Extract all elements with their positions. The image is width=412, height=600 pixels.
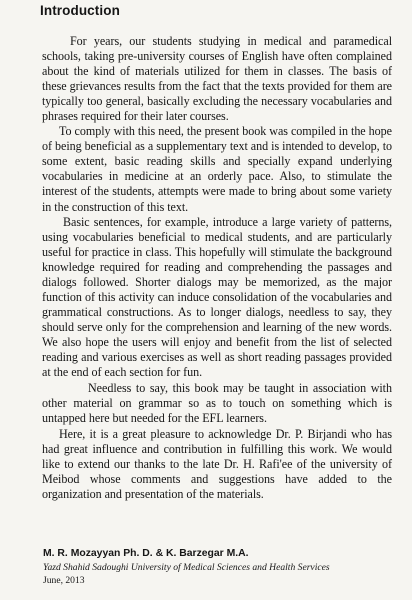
paragraph-3: Basic sentences, for example, introduce a large variety of patterns, using vocabularies beneficial to medical students, and are particularly useful for practice in class. This hopefully will stimulate the background knowledge required for reading and comprehending the passages and dialogs followed. Shorter dialogs may be memorized, as the major function of this activity can induce consolidation of the vocabularies and grammatical constructions. As to longer dialogs, needless to say, they should serve only for the comprehension and learning of the new words. We also hope the users will enjoy and benefit from the list of selected reading and various exercises as well as short reading passages provided at the end of each section for fun. bbox=[42, 214, 392, 380]
author-signature-block bbox=[43, 547, 393, 587]
paragraph-2: To comply with this need, the present book was compiled in the hope of being beneficial as a supplementary text and is intended to develop, to some extent, basic reading skills and specially expand underlying vocabularies in medicine at an orderly pace. Also, to stimulate the interest of the students, attempts were made to bring about some variety in the construction of this text. bbox=[42, 124, 392, 214]
paragraph-4: Needless to say, this book may be taught in association with other material on grammar so as to touch on something which is untapped here but needed for the EFL learners. bbox=[42, 381, 392, 426]
author-names: M. R. Mozayyan Ph. D. & K. Barzegar M.A. bbox=[43, 548, 249, 559]
introduction-body bbox=[42, 34, 392, 502]
paragraph-1: For years, our students studying in medical and paramedical schools, taking pre-university courses of English have often complained about the kind of materials utilized for them in classes. The basis of these grievances results from the fact that the texts provided for them are typically too general, basically excluding the necessary vocabularies and phrases required for their later courses. bbox=[42, 34, 392, 124]
paragraph-5: Here, it is a great pleasure to acknowledge Dr. P. Birjandi who has had great influence and contribution in fulfilling this work. We would like to extend our thanks to the late Dr. H. Rafi'ee of the university of Meibod whose comments and suggestions have added to the organization and presentation of the materials. bbox=[42, 427, 392, 502]
author-affiliation: Yazd Shahid Sadoughi University of Medical Sciences and Health Services bbox=[43, 562, 330, 573]
section-heading: Introduction bbox=[40, 3, 120, 18]
signature-date: June, 2013 bbox=[43, 575, 85, 586]
